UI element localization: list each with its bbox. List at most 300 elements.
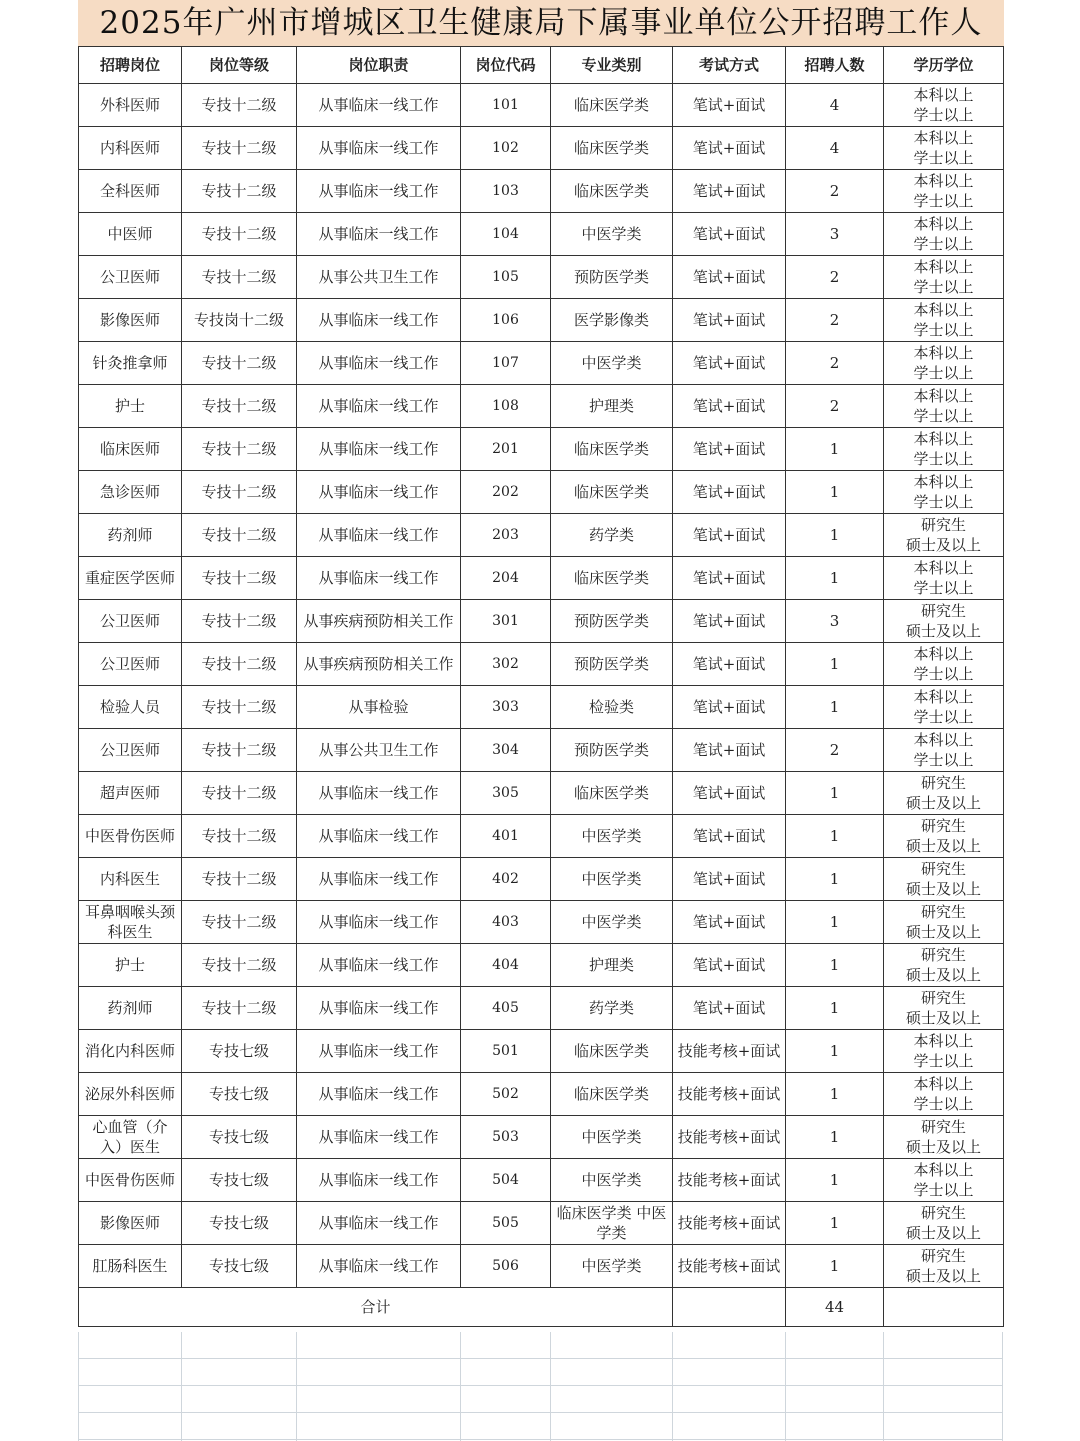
major-cell xyxy=(551,987,673,1030)
duty-cell xyxy=(297,213,461,256)
code-cell xyxy=(461,1030,551,1073)
count-text: 1 xyxy=(829,870,840,888)
grid-vertical-line xyxy=(550,1332,551,1441)
post-cell xyxy=(79,815,182,858)
count-cell xyxy=(786,557,884,600)
degree-text: 学士以上 xyxy=(913,1181,974,1199)
table-row xyxy=(79,84,1004,127)
total-row xyxy=(79,1288,1004,1327)
degree-text: 学士以上 xyxy=(913,364,974,382)
post-cell xyxy=(79,944,182,987)
post-text: 护士 xyxy=(114,956,145,974)
table-row xyxy=(79,815,1004,858)
code-text: 403 xyxy=(492,914,519,930)
header-major: 专业类别 xyxy=(551,47,673,84)
level-text: 专技十二级 xyxy=(201,440,277,458)
level-cell xyxy=(182,514,297,557)
exam-cell xyxy=(673,1245,786,1288)
exam-text: 笔试+面试 xyxy=(692,139,766,157)
degree-text: 硕士及以上 xyxy=(905,794,981,812)
count-cell xyxy=(786,686,884,729)
education-cell xyxy=(884,600,1004,643)
count-text: 1 xyxy=(829,698,840,716)
level-text: 专技十二级 xyxy=(201,655,277,673)
exam-cell xyxy=(673,471,786,514)
major-text: 临床医学类 中医学类 xyxy=(556,1204,667,1242)
count-text: 2 xyxy=(829,268,840,286)
code-cell xyxy=(461,686,551,729)
post-cell xyxy=(79,901,182,944)
code-cell xyxy=(461,772,551,815)
major-text: 临床医学类 xyxy=(573,139,649,157)
level-cell xyxy=(182,1116,297,1159)
education-text: 研究生 xyxy=(920,602,966,620)
count-cell xyxy=(786,213,884,256)
count-text: 2 xyxy=(829,741,840,759)
exam-cell xyxy=(673,299,786,342)
duty-text: 从事临床一线工作 xyxy=(318,784,439,802)
exam-text: 笔试+面试 xyxy=(692,913,766,931)
post-text: 公卫医师 xyxy=(99,268,160,286)
major-cell xyxy=(551,385,673,428)
count-cell xyxy=(786,1202,884,1245)
table-row xyxy=(79,643,1004,686)
post-cell xyxy=(79,1030,182,1073)
exam-text: 笔试+面试 xyxy=(692,268,766,286)
count-cell xyxy=(786,256,884,299)
count-text: 1 xyxy=(829,526,840,544)
exam-text: 技能考核+面试 xyxy=(677,1042,781,1060)
post-text: 超声医师 xyxy=(99,784,160,802)
duty-text: 从事临床一线工作 xyxy=(318,311,439,329)
duty-text: 从事临床一线工作 xyxy=(318,870,439,888)
level-cell xyxy=(182,1202,297,1245)
code-cell xyxy=(461,84,551,127)
post-cell xyxy=(79,299,182,342)
table-row xyxy=(79,1073,1004,1116)
grid-horizontal-line xyxy=(78,1439,1003,1440)
code-cell xyxy=(461,342,551,385)
exam-text: 笔试+面试 xyxy=(692,311,766,329)
major-cell xyxy=(551,1159,673,1202)
major-cell xyxy=(551,471,673,514)
major-text: 中医学类 xyxy=(581,1257,642,1275)
post-cell xyxy=(79,514,182,557)
level-cell xyxy=(182,127,297,170)
duty-text: 从事临床一线工作 xyxy=(318,440,439,458)
code-cell xyxy=(461,858,551,901)
table-row xyxy=(79,385,1004,428)
major-text: 临床医学类 xyxy=(573,784,649,802)
education-cell xyxy=(884,256,1004,299)
count-cell xyxy=(786,1245,884,1288)
table-row xyxy=(79,1116,1004,1159)
code-text: 108 xyxy=(492,398,519,414)
grid-vertical-line xyxy=(1002,1332,1003,1441)
count-cell xyxy=(786,600,884,643)
table-row xyxy=(79,428,1004,471)
exam-cell xyxy=(673,858,786,901)
count-text: 3 xyxy=(829,612,840,630)
duty-text: 从事临床一线工作 xyxy=(318,956,439,974)
major-text: 预防医学类 xyxy=(573,268,649,286)
code-text: 104 xyxy=(492,226,519,242)
grid-vertical-line xyxy=(883,1332,884,1441)
duty-cell xyxy=(297,385,461,428)
code-text: 503 xyxy=(492,1129,519,1145)
education-cell xyxy=(884,1073,1004,1116)
count-text: 1 xyxy=(829,1171,840,1189)
exam-cell xyxy=(673,1030,786,1073)
post-text: 影像医师 xyxy=(99,311,160,329)
education-text: 研究生 xyxy=(920,516,966,534)
grid-horizontal-line xyxy=(78,1358,1003,1359)
post-cell xyxy=(79,1159,182,1202)
table-row xyxy=(79,299,1004,342)
duty-cell xyxy=(297,428,461,471)
level-text: 专技十二级 xyxy=(201,96,277,114)
education-text: 本科以上 xyxy=(913,215,974,233)
degree-text: 学士以上 xyxy=(913,106,974,124)
education-cell xyxy=(884,729,1004,772)
duty-cell xyxy=(297,901,461,944)
level-text: 专技十二级 xyxy=(201,956,277,974)
code-cell xyxy=(461,643,551,686)
education-cell xyxy=(884,944,1004,987)
post-cell xyxy=(79,772,182,815)
exam-text: 笔试+面试 xyxy=(692,870,766,888)
education-text: 研究生 xyxy=(920,903,966,921)
count-cell xyxy=(786,170,884,213)
level-cell xyxy=(182,170,297,213)
code-cell xyxy=(461,213,551,256)
level-cell xyxy=(182,213,297,256)
exam-cell xyxy=(673,514,786,557)
count-cell xyxy=(786,858,884,901)
table-row xyxy=(79,1159,1004,1202)
exam-cell xyxy=(673,729,786,772)
level-cell xyxy=(182,342,297,385)
header-level: 岗位等级 xyxy=(182,47,297,84)
education-text: 研究生 xyxy=(920,989,966,1007)
education-cell xyxy=(884,686,1004,729)
count-cell xyxy=(786,729,884,772)
degree-text: 学士以上 xyxy=(913,278,974,296)
level-cell xyxy=(182,600,297,643)
table-row xyxy=(79,471,1004,514)
degree-text: 学士以上 xyxy=(913,579,974,597)
table-row xyxy=(79,127,1004,170)
count-cell xyxy=(786,1116,884,1159)
major-text: 药学类 xyxy=(588,999,634,1017)
count-text: 1 xyxy=(829,483,840,501)
code-cell xyxy=(461,256,551,299)
level-cell xyxy=(182,299,297,342)
level-text: 专技十二级 xyxy=(201,526,277,544)
major-cell xyxy=(551,944,673,987)
code-text: 301 xyxy=(492,613,519,629)
level-text: 专技七级 xyxy=(208,1257,269,1275)
level-cell xyxy=(182,858,297,901)
code-text: 201 xyxy=(492,441,519,457)
recruitment-table xyxy=(78,46,1004,1327)
post-cell xyxy=(79,127,182,170)
code-text: 504 xyxy=(492,1172,519,1188)
education-text: 本科以上 xyxy=(913,1032,974,1050)
degree-text: 硕士及以上 xyxy=(905,1267,981,1285)
major-text: 药学类 xyxy=(588,526,634,544)
education-cell xyxy=(884,1202,1004,1245)
header-exam: 考试方式 xyxy=(673,47,786,84)
education-text: 本科以上 xyxy=(913,301,974,319)
post-text: 心血管（介入）医生 xyxy=(92,1118,168,1156)
post-text: 肛肠科医生 xyxy=(92,1257,168,1275)
level-cell xyxy=(182,471,297,514)
duty-text: 从事临床一线工作 xyxy=(318,569,439,587)
count-text: 1 xyxy=(829,1214,840,1232)
major-cell xyxy=(551,84,673,127)
duty-cell xyxy=(297,1159,461,1202)
major-text: 预防医学类 xyxy=(573,612,649,630)
post-cell xyxy=(79,385,182,428)
table-row xyxy=(79,729,1004,772)
exam-cell xyxy=(673,213,786,256)
duty-cell xyxy=(297,1116,461,1159)
major-cell xyxy=(551,428,673,471)
grid-vertical-line xyxy=(296,1332,297,1441)
count-cell xyxy=(786,1073,884,1116)
level-text: 专技七级 xyxy=(208,1171,269,1189)
code-cell xyxy=(461,1159,551,1202)
code-cell xyxy=(461,471,551,514)
post-cell xyxy=(79,1202,182,1245)
major-text: 临床医学类 xyxy=(573,96,649,114)
duty-cell xyxy=(297,84,461,127)
page-title: 2025年广州市增城区卫生健康局下属事业单位公开招聘工作人 xyxy=(99,5,983,41)
level-text: 专技十二级 xyxy=(201,139,277,157)
major-text: 中医学类 xyxy=(581,1128,642,1146)
education-cell xyxy=(884,84,1004,127)
count-text: 2 xyxy=(829,182,840,200)
post-text: 中医师 xyxy=(107,225,153,243)
code-text: 401 xyxy=(492,828,519,844)
post-text: 针灸推拿师 xyxy=(92,354,168,372)
degree-text: 学士以上 xyxy=(913,149,974,167)
count-cell xyxy=(786,987,884,1030)
exam-cell xyxy=(673,1159,786,1202)
duty-text: 从事临床一线工作 xyxy=(318,1042,439,1060)
major-text: 临床医学类 xyxy=(573,440,649,458)
education-text: 研究生 xyxy=(920,774,966,792)
duty-cell xyxy=(297,686,461,729)
post-text: 全科医师 xyxy=(99,182,160,200)
exam-text: 笔试+面试 xyxy=(692,225,766,243)
education-text: 本科以上 xyxy=(913,559,974,577)
degree-text: 学士以上 xyxy=(913,321,974,339)
post-text: 内科医师 xyxy=(99,139,160,157)
duty-text: 从事临床一线工作 xyxy=(318,96,439,114)
level-text: 专技岗十二级 xyxy=(193,311,284,329)
major-text: 护理类 xyxy=(588,956,634,974)
duty-cell xyxy=(297,772,461,815)
count-cell xyxy=(786,944,884,987)
count-cell xyxy=(786,471,884,514)
count-text: 4 xyxy=(829,139,840,157)
degree-text: 硕士及以上 xyxy=(905,880,981,898)
duty-cell xyxy=(297,1202,461,1245)
code-text: 304 xyxy=(492,742,519,758)
exam-cell xyxy=(673,643,786,686)
education-cell xyxy=(884,127,1004,170)
count-text: 2 xyxy=(829,354,840,372)
education-cell xyxy=(884,815,1004,858)
level-cell xyxy=(182,729,297,772)
education-cell xyxy=(884,1116,1004,1159)
major-text: 临床医学类 xyxy=(573,182,649,200)
level-cell xyxy=(182,1245,297,1288)
post-text: 临床医师 xyxy=(99,440,160,458)
post-cell xyxy=(79,256,182,299)
post-cell xyxy=(79,213,182,256)
duty-text: 从事临床一线工作 xyxy=(318,354,439,372)
exam-text: 笔试+面试 xyxy=(692,741,766,759)
major-cell xyxy=(551,127,673,170)
major-cell xyxy=(551,557,673,600)
code-text: 302 xyxy=(492,656,519,672)
post-text: 中医骨伤医师 xyxy=(84,1171,175,1189)
duty-text: 从事临床一线工作 xyxy=(318,827,439,845)
count-text: 1 xyxy=(829,1042,840,1060)
duty-text: 从事公共卫生工作 xyxy=(318,268,439,286)
exam-cell xyxy=(673,1202,786,1245)
major-cell xyxy=(551,1245,673,1288)
education-text: 本科以上 xyxy=(913,387,974,405)
total-label: 合计 xyxy=(79,1288,673,1327)
exam-text: 笔试+面试 xyxy=(692,956,766,974)
education-cell xyxy=(884,170,1004,213)
exam-text: 笔试+面试 xyxy=(692,483,766,501)
education-cell xyxy=(884,1159,1004,1202)
grid-horizontal-line xyxy=(78,1412,1003,1413)
post-text: 影像医师 xyxy=(99,1214,160,1232)
table-row xyxy=(79,944,1004,987)
code-cell xyxy=(461,987,551,1030)
degree-text: 学士以上 xyxy=(913,450,974,468)
duty-cell xyxy=(297,600,461,643)
duty-cell xyxy=(297,127,461,170)
count-text: 1 xyxy=(829,827,840,845)
major-cell xyxy=(551,514,673,557)
count-cell xyxy=(786,815,884,858)
table-row xyxy=(79,342,1004,385)
major-cell xyxy=(551,256,673,299)
table-row xyxy=(79,514,1004,557)
education-text: 研究生 xyxy=(920,1118,966,1136)
count-cell xyxy=(786,643,884,686)
exam-cell xyxy=(673,127,786,170)
exam-cell xyxy=(673,1116,786,1159)
major-cell xyxy=(551,815,673,858)
exam-cell xyxy=(673,686,786,729)
code-text: 305 xyxy=(492,785,519,801)
duty-text: 从事临床一线工作 xyxy=(318,999,439,1017)
level-text: 专技十二级 xyxy=(201,784,277,802)
exam-cell xyxy=(673,1073,786,1116)
degree-text: 学士以上 xyxy=(913,751,974,769)
level-cell xyxy=(182,987,297,1030)
post-cell xyxy=(79,84,182,127)
education-text: 本科以上 xyxy=(913,688,974,706)
education-cell xyxy=(884,643,1004,686)
duty-cell xyxy=(297,944,461,987)
level-text: 专技十二级 xyxy=(201,827,277,845)
degree-text: 学士以上 xyxy=(913,192,974,210)
header-count: 招聘人数 xyxy=(786,47,884,84)
exam-text: 技能考核+面试 xyxy=(677,1257,781,1275)
code-text: 202 xyxy=(492,484,519,500)
code-cell xyxy=(461,729,551,772)
post-cell xyxy=(79,428,182,471)
post-cell xyxy=(79,858,182,901)
duty-cell xyxy=(297,342,461,385)
major-text: 临床医学类 xyxy=(573,1042,649,1060)
code-text: 203 xyxy=(492,527,519,543)
code-cell xyxy=(461,1116,551,1159)
duty-text: 从事临床一线工作 xyxy=(318,526,439,544)
code-cell xyxy=(461,127,551,170)
count-text: 1 xyxy=(829,440,840,458)
level-cell xyxy=(182,557,297,600)
level-text: 专技十二级 xyxy=(201,913,277,931)
post-text: 外科医师 xyxy=(99,96,160,114)
total-count: 44 xyxy=(786,1288,884,1327)
post-text: 急诊医师 xyxy=(99,483,160,501)
count-text: 1 xyxy=(829,655,840,673)
degree-text: 学士以上 xyxy=(913,1052,974,1070)
level-cell xyxy=(182,1073,297,1116)
duty-cell xyxy=(297,471,461,514)
count-text: 1 xyxy=(829,1257,840,1275)
level-text: 专技十二级 xyxy=(201,612,277,630)
degree-text: 硕士及以上 xyxy=(905,1138,981,1156)
major-cell xyxy=(551,1202,673,1245)
exam-cell xyxy=(673,342,786,385)
grid-vertical-line xyxy=(785,1332,786,1441)
code-cell xyxy=(461,385,551,428)
major-cell xyxy=(551,729,673,772)
education-cell xyxy=(884,1030,1004,1073)
duty-text: 从事临床一线工作 xyxy=(318,1214,439,1232)
code-text: 101 xyxy=(492,97,519,113)
post-text: 公卫医师 xyxy=(99,655,160,673)
level-cell xyxy=(182,385,297,428)
duty-text: 从事公共卫生工作 xyxy=(318,741,439,759)
post-text: 检验人员 xyxy=(99,698,160,716)
exam-cell xyxy=(673,987,786,1030)
exam-cell xyxy=(673,815,786,858)
major-cell xyxy=(551,686,673,729)
level-cell xyxy=(182,256,297,299)
code-text: 405 xyxy=(492,1000,519,1016)
table-row xyxy=(79,1202,1004,1245)
education-text: 本科以上 xyxy=(913,731,974,749)
degree-text: 学士以上 xyxy=(913,493,974,511)
degree-text: 硕士及以上 xyxy=(905,1009,981,1027)
education-text: 研究生 xyxy=(920,1247,966,1265)
header-code: 岗位代码 xyxy=(461,47,551,84)
education-text: 本科以上 xyxy=(913,1161,974,1179)
education-text: 本科以上 xyxy=(913,172,974,190)
